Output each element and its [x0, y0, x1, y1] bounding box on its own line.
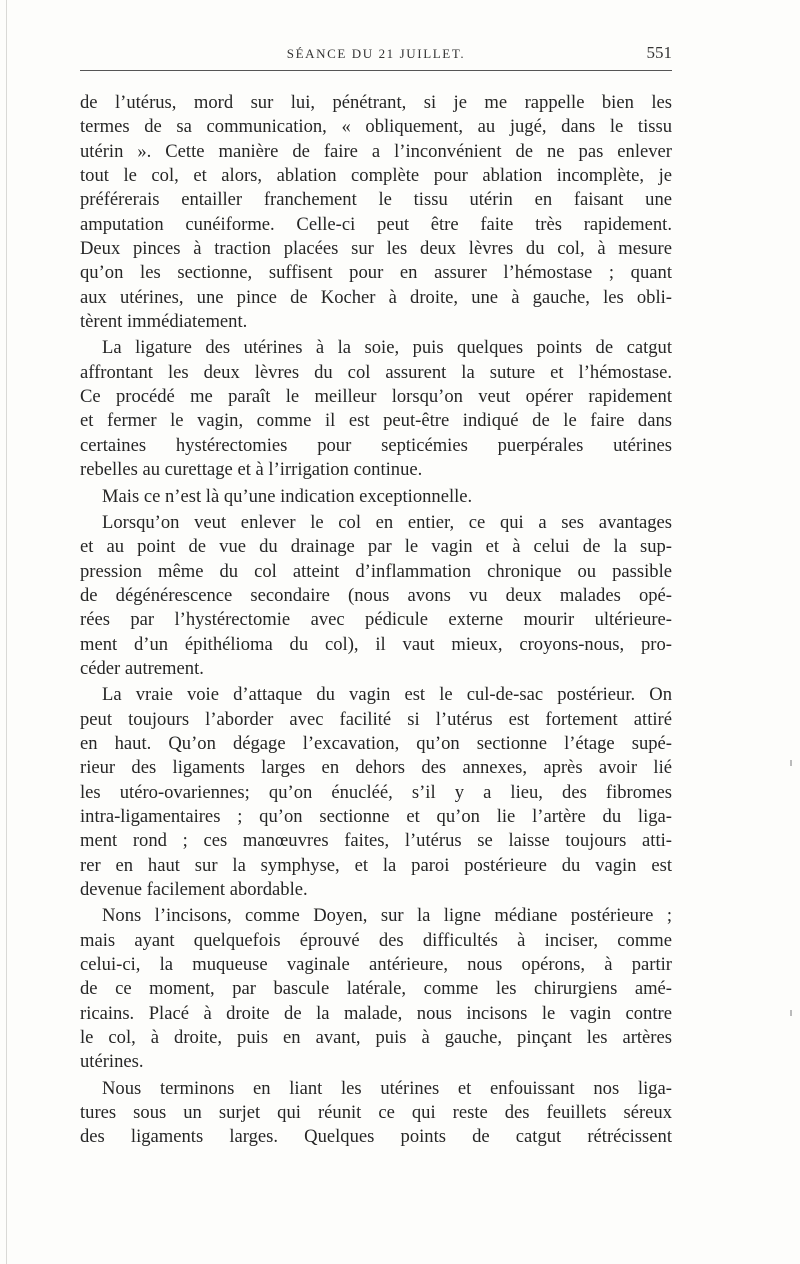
running-title: SÉANCE DU 21 JUILLET.	[286, 46, 466, 61]
text-line: Ce procédé me paraît le meilleur lorsqu’on veut opérer rapidement	[80, 386, 672, 408]
text-line: tout le col, et alors, ablation complète pour ablation incomplète, je	[80, 165, 672, 187]
text-line: de l’utérus, mord sur lui, pénétrant, si je me rappelle bien les	[80, 92, 672, 113]
paragraph-7	[80, 1077, 672, 1150]
text-line: Lorsqu’on veut enlever le col en entier, ce qui a ses avantages	[102, 511, 672, 533]
paragraph-4	[80, 511, 672, 681]
text-line: mais ayant quelquefois éprouvé des difficultés à inciser, comme	[80, 929, 672, 951]
text-line: Mais ce n’est là qu’une indication exceptionnelle.	[102, 485, 473, 507]
paragraph-1	[80, 91, 672, 334]
text-line: utérin ». Cette manière de faire a l’inconvénient de ne pas enlever	[80, 140, 672, 162]
text-line: Nous terminons en liant les utérines et enfouissant nos liga-	[102, 1077, 672, 1099]
text-line: Deux pinces à traction placées sur les deux lèvres du col, à mesure	[80, 238, 672, 260]
text-line: qu’on les sectionne, suffisent pour en assurer l’hémostase ; quant	[80, 262, 672, 284]
text-line: préférerais entailler franchement le tissu utérin en faisant une	[80, 189, 672, 211]
text-line: termes de sa communication, « obliquement, au jugé, dans le tissu	[80, 116, 672, 138]
text-line: tèrent immédiatement.	[80, 311, 248, 333]
text-line: rées par l’hystérectomie avec pédicule externe mourir ultérieure-	[80, 609, 672, 631]
text-line: rieur des ligaments larges en dehors des annexes, après avoir lié	[80, 757, 672, 779]
text-line: en haut. Qu’on dégage l’excavation, qu’on sectionne l’étage supé-	[80, 732, 672, 754]
running-header	[80, 34, 672, 71]
text-line: de dégénérescence secondaire (nous avons vu deux malades opé-	[80, 584, 672, 606]
text-line: peut toujours l’aborder avec facilité si l’utérus est fortement attiré	[80, 708, 672, 730]
paragraph-5	[80, 683, 672, 902]
text-line: aux utérines, une pince de Kocher à droite, une à gauche, les obli-	[80, 286, 672, 308]
text-line: rer en haut sur la symphyse, et la paroi postérieure du vagin est	[80, 854, 672, 876]
text-line: le col, à droite, puis en avant, puis à gauche, pinçant les artères	[80, 1027, 672, 1049]
text-line: ment rond ; ces manœuvres faites, l’utérus se laisse toujours atti-	[80, 830, 672, 852]
margin-mark	[790, 760, 792, 766]
paragraph-2	[80, 336, 672, 482]
text-line: La vraie voie d’attaque du vagin est le cul-de-sac postérieur. On	[102, 684, 672, 706]
text-line: intra-ligamentaires ; qu’on sectionne et qu’on lie l’artère du liga-	[80, 805, 672, 827]
text-line: ment d’un épithélioma du col), il vaut mieux, croyons-nous, pro-	[80, 633, 672, 655]
page-number: 551	[646, 43, 672, 62]
margin-mark	[790, 1010, 792, 1016]
text-line: tures sous un surjet qui réunit ce qui reste des feuillets séreux	[80, 1102, 672, 1124]
text-line: devenue facilement abordable.	[80, 879, 308, 900]
text-line: utérines.	[80, 1051, 144, 1073]
page-edge	[6, 0, 7, 1264]
text-line: certaines hystérectomies pour septicémies puerpérales utérines	[80, 434, 672, 456]
text-line: céder autrement.	[80, 657, 204, 679]
paragraph-6	[80, 904, 672, 1074]
text-line: celui-ci, la muqueuse vaginale antérieure, nous opérons, à partir	[80, 954, 672, 976]
text-line: et au point de vue du drainage par le vagin et à celui de la sup-	[80, 536, 672, 558]
body-text	[80, 91, 672, 1150]
text-line: et fermer le vagin, comme il est peut-être indiqué de le faire dans	[80, 410, 672, 432]
text-line: affrontant les deux lèvres du col assurent la suture et l’hémostase.	[80, 361, 672, 383]
paragraph-3	[80, 485, 672, 509]
text-line: amputation cunéiforme. Celle-ci peut être faite très rapidement.	[80, 213, 672, 235]
text-line: La ligature des utérines à la soie, puis quelques points de catgut	[102, 337, 672, 359]
text-line: les utéro-ovariennes; qu’on énucléé, s’il y a lieu, des fibromes	[80, 781, 672, 803]
text-line: de ce moment, par bascule latérale, comme les chirurgiens amé-	[80, 978, 672, 1000]
text-line: des ligaments larges. Quelques points de catgut rétrécissent	[80, 1126, 672, 1148]
text-line: Nons l’incisons, comme Doyen, sur la ligne médiane postérieure ;	[102, 905, 672, 927]
text-line: rebelles au curettage et à l’irrigation continue.	[80, 459, 423, 481]
text-line: pression même du col atteint d’inflammation chronique ou passible	[80, 560, 672, 582]
text-line: ricains. Placé à droite de la malade, nous incisons le vagin contre	[80, 1002, 672, 1024]
